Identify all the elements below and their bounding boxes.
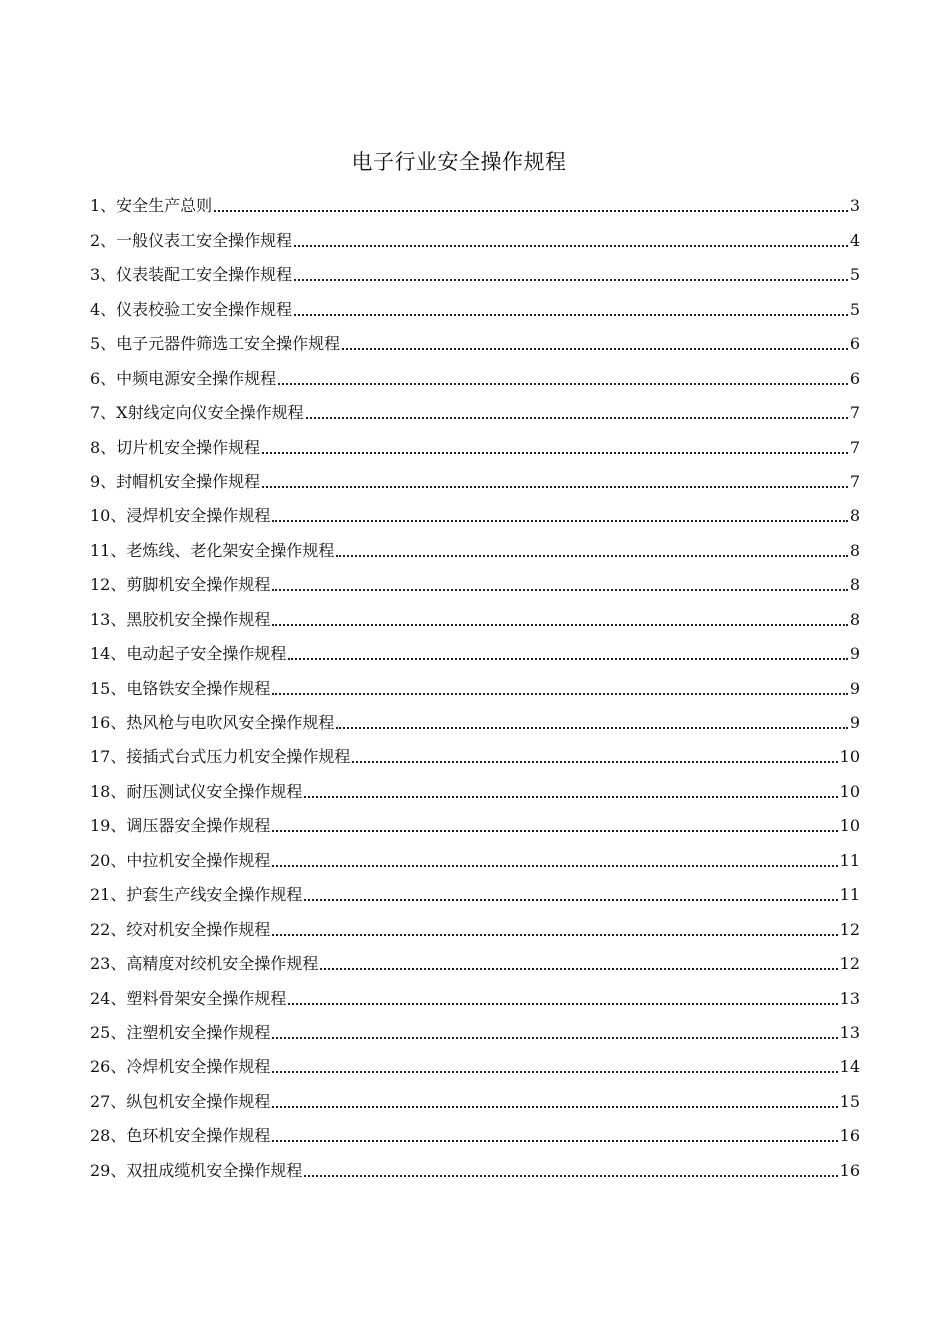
toc-entry-label: 16、热风枪与电吹风安全操作规程 — [90, 713, 335, 732]
toc-entry-page: 9 — [849, 713, 860, 732]
dot-leader — [342, 348, 848, 350]
toc-entry[interactable] — [90, 1078, 860, 1112]
toc-entry-page: 12 — [839, 919, 860, 939]
toc-entry-label: 20、中拉机安全操作规程 — [90, 850, 271, 870]
dot-leader — [272, 934, 837, 936]
toc-entry-page: 6 — [849, 334, 860, 354]
toc-entry-page: 10 — [839, 816, 860, 836]
dot-leader — [320, 968, 837, 970]
toc-entry[interactable] — [90, 975, 860, 1009]
toc-entry-page: 16 — [839, 1126, 860, 1146]
toc-entry-label: 15、电铬铁安全操作规程 — [90, 678, 271, 698]
dot-leader — [272, 589, 847, 591]
toc-entry-label: 9、封帽机安全操作规程 — [90, 471, 261, 491]
toc-entry-label: 7、X射线定向仪安全操作规程 — [90, 403, 304, 423]
toc-entry-page: 7 — [849, 437, 860, 457]
toc-entry-label: 25、注塑机安全操作规程 — [90, 1022, 271, 1042]
toc-entry[interactable] — [90, 768, 860, 802]
toc-entry-page: 11 — [839, 850, 860, 870]
toc-entry-label: 10、浸焊机安全操作规程 — [90, 506, 271, 526]
toc-entry[interactable] — [90, 562, 860, 596]
toc-entry-label: 8、切片机安全操作规程 — [90, 437, 261, 457]
dot-leader — [272, 865, 837, 867]
toc-entry-label: 26、冷焊机安全操作规程 — [90, 1057, 271, 1077]
toc-entry-page: 3 — [849, 196, 860, 216]
toc-entry[interactable] — [90, 872, 860, 906]
toc-entry[interactable] — [90, 1113, 860, 1147]
toc-entry-page: 5 — [849, 265, 860, 285]
toc-entry-label: 22、绞对机安全操作规程 — [90, 919, 271, 939]
toc-entry-page: 5 — [849, 299, 860, 319]
toc-entry-page: 13 — [839, 1022, 860, 1042]
toc-entry[interactable] — [90, 596, 860, 630]
toc-entry[interactable] — [90, 459, 860, 493]
toc-entry-label: 29、双扭成缆机安全操作规程 — [90, 1160, 303, 1180]
toc-entry-page: 16 — [839, 1160, 860, 1180]
toc-entry-page: 9 — [849, 644, 860, 664]
toc-entry[interactable] — [90, 700, 860, 734]
table-of-contents — [90, 183, 860, 1182]
toc-entry[interactable] — [90, 183, 860, 217]
dot-leader — [262, 452, 848, 454]
dot-leader — [272, 1071, 837, 1073]
toc-entry[interactable] — [90, 941, 860, 975]
toc-entry[interactable] — [90, 424, 860, 458]
toc-entry[interactable] — [90, 665, 860, 699]
toc-entry-label: 24、塑料骨架安全操作规程 — [90, 988, 287, 1008]
toc-entry[interactable] — [90, 286, 860, 320]
toc-entry-page: 11 — [839, 885, 860, 905]
toc-entry-label: 19、调压器安全操作规程 — [90, 816, 271, 836]
toc-entry-label: 23、高精度对绞机安全操作规程 — [90, 954, 319, 974]
dot-leader — [304, 796, 837, 798]
dot-leader — [214, 210, 848, 212]
toc-entry[interactable] — [90, 527, 860, 561]
toc-entry[interactable] — [90, 906, 860, 940]
dot-leader — [272, 1140, 837, 1142]
toc-entry[interactable] — [90, 1010, 860, 1044]
toc-entry-page: 15 — [839, 1091, 860, 1111]
toc-entry-page: 4 — [849, 230, 860, 250]
dot-leader — [272, 1106, 837, 1108]
toc-entry-label: 21、护套生产线安全操作规程 — [90, 885, 303, 905]
toc-entry-label: 4、仪表校验工安全操作规程 — [90, 299, 293, 319]
toc-entry-label: 11、老炼线、老化架安全操作规程 — [90, 540, 335, 560]
toc-entry-page: 8 — [849, 540, 860, 560]
dot-leader — [294, 279, 848, 281]
toc-entry-page: 7 — [849, 403, 860, 423]
toc-entry[interactable] — [90, 321, 860, 355]
toc-entry[interactable] — [90, 355, 860, 389]
toc-entry-page: 6 — [849, 368, 860, 388]
toc-entry-label: 2、一般仪表工安全操作规程 — [90, 230, 293, 250]
toc-entry[interactable] — [90, 734, 860, 768]
dot-leader — [306, 417, 848, 419]
toc-entry-page: 14 — [839, 1057, 860, 1077]
dot-leader — [272, 693, 847, 695]
toc-entry[interactable] — [90, 217, 860, 251]
toc-entry[interactable] — [90, 390, 860, 424]
toc-entry-label: 1、安全生产总则 — [90, 196, 213, 216]
dot-leader — [272, 520, 847, 522]
toc-entry-page: 9 — [849, 678, 860, 698]
dot-leader — [288, 1003, 837, 1005]
toc-entry-page: 10 — [839, 747, 860, 767]
dot-leader — [336, 727, 847, 729]
toc-entry-page: 10 — [839, 781, 860, 801]
dot-leader — [352, 761, 837, 763]
toc-entry-label: 6、中频电源安全操作规程 — [90, 368, 277, 388]
toc-entry-page: 7 — [849, 471, 860, 491]
toc-entry-label: 3、仪表装配工安全操作规程 — [90, 265, 293, 285]
dot-leader — [336, 555, 847, 557]
toc-entry[interactable] — [90, 803, 860, 837]
dot-leader — [272, 1037, 837, 1039]
dot-leader — [272, 830, 837, 832]
toc-entry-label: 5、电子元器件筛选工安全操作规程 — [90, 334, 341, 354]
toc-entry-label: 12、剪脚机安全操作规程 — [90, 575, 271, 595]
dot-leader — [304, 899, 837, 901]
toc-entry-label: 13、黑胶机安全操作规程 — [90, 609, 271, 629]
document-title: 电子行业安全操作规程 — [351, 150, 567, 174]
toc-entry[interactable] — [90, 1044, 860, 1078]
toc-entry[interactable] — [90, 1147, 860, 1181]
dot-leader — [304, 1175, 837, 1177]
toc-entry[interactable] — [90, 493, 860, 527]
dot-leader — [288, 658, 847, 660]
toc-entry-page: 8 — [849, 609, 860, 629]
toc-entry[interactable] — [90, 631, 860, 665]
dot-leader — [262, 486, 848, 488]
toc-entry-page: 13 — [839, 988, 860, 1008]
dot-leader — [278, 383, 848, 385]
toc-entry-page: 12 — [839, 954, 860, 974]
toc-entry[interactable] — [90, 252, 860, 286]
toc-entry[interactable] — [90, 837, 860, 871]
dot-leader — [272, 624, 847, 626]
dot-leader — [294, 314, 848, 316]
toc-entry-label: 14、电动起子安全操作规程 — [90, 644, 287, 664]
toc-entry-label: 18、耐压测试仪安全操作规程 — [90, 781, 303, 801]
toc-entry-page: 8 — [849, 575, 860, 595]
toc-entry-page: 8 — [849, 506, 860, 526]
dot-leader — [294, 245, 848, 247]
toc-entry-label: 27、纵包机安全操作规程 — [90, 1091, 271, 1111]
toc-entry-label: 17、接插式台式压力机安全操作规程 — [90, 747, 351, 767]
toc-entry-label: 28、色环机安全操作规程 — [90, 1126, 271, 1146]
